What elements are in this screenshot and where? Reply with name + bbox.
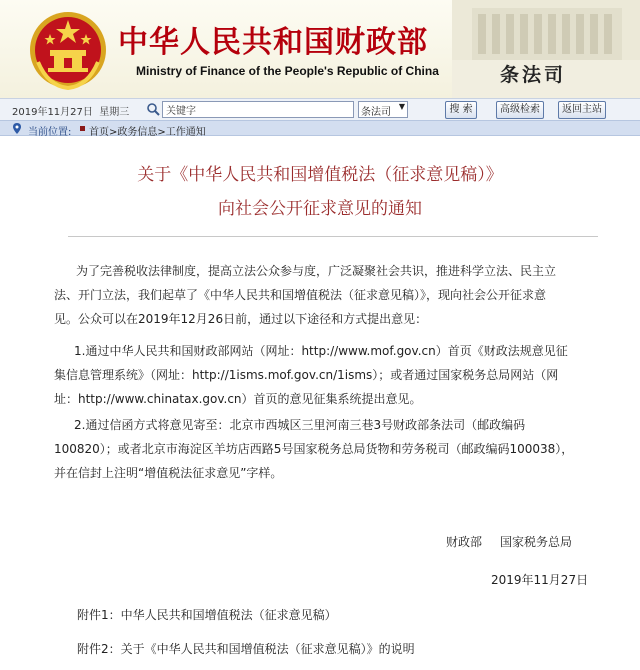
breadcrumb-section-link[interactable]: 政务信息 [117,127,158,138]
advanced-search-button[interactable]: 高级检索 [496,101,544,119]
site-title-en: Ministry of Finance of the People's Republic of China [136,64,439,78]
attachment-1 [77,606,337,623]
breadcrumb-path [89,123,206,138]
search-input[interactable] [162,101,354,118]
breadcrumb-bullet [80,126,85,131]
paragraph-line: 2.通过信函方式将意见寄至：北京市西城区三里河南三巷3号财政部条法司（邮政编码 [74,418,526,432]
department-name: 条法司 [500,64,567,86]
breadcrumb-sep: > [157,127,166,138]
paragraph-method-mail [54,413,604,485]
location-pin-icon [12,123,22,134]
paragraph-line: 法、开门立法，我们起草了《中华人民共和国增值税法（征求意见稿）》，现向社会公开征求意 [54,288,547,302]
back-to-main-site-button[interactable]: 返回主站 [558,101,606,119]
national-emblem-icon [28,10,108,92]
site-title-cn: 中华人民共和国财政部 [118,25,428,60]
attachment-2-link[interactable]: 附件2：关于《中华人民共和国增值税法（征求意见稿）》的说明 [77,642,415,656]
paragraph-line: 1.通过中华人民共和国财政部网站（网址：http://www.mof.gov.cn）首页《财政法规意见征 [74,344,568,358]
breadcrumb-sep: > [109,127,118,138]
search-scope-select[interactable] [358,101,408,118]
paragraph-intro [54,259,604,331]
article-title-line2: 向社会公开征求意见的通知 [218,199,422,219]
breadcrumb [0,120,640,136]
top-toolbar [0,98,640,120]
signature-date: 2019年11月27日 [491,573,589,587]
weekday-value: 星期三 [99,107,130,118]
title-divider [68,236,598,237]
current-date [12,103,129,118]
search-button[interactable]: 搜 索 [445,101,477,119]
paragraph-line: 集信息管理系统》（网址：http://1isms.mof.gov.cn/1isms）；或者通过国家税务总局网站（网 [54,368,559,382]
site-banner [0,0,640,98]
paragraph-line: 见。公众可以在2019年12月26日前，通过以下途径和方式提出意见： [54,312,428,326]
search-icon [146,102,161,117]
article-title-line1: 关于《中华人民共和国增值税法（征求意见稿）》 [137,165,503,185]
paragraph-line: 100820）；或者北京市海淀区羊坊店西路5号国家税务总局货物和劳务税司（邮政编码100038）， [54,442,574,456]
date-value: 2019年11月27日 [12,107,93,118]
breadcrumb-home-link[interactable]: 首页 [89,127,109,138]
attachment-2 [77,640,415,657]
chevron-down-icon: ▼ [398,102,405,111]
paragraph-line: 址：http://www.chinatax.gov.cn）首页的意见征集系统提出意见。 [54,392,422,406]
search-scope-value: 条法司 [361,107,391,118]
breadcrumb-label: 当前位置: [28,127,72,138]
breadcrumb-page-link[interactable]: 工作通知 [165,127,206,138]
paragraph-line: 为了完善税收法律制度，提高立法公众参与度，广泛凝聚社会共识，推进科学立法、民主立 [76,264,557,278]
signatory-mof: 财政部 [446,535,483,549]
attachment-1-link[interactable]: 附件1：中华人民共和国增值税法（征求意见稿） [77,608,337,622]
paragraph-method-web [54,339,604,411]
signatory-sta: 国家税务总局 [500,535,573,549]
paragraph-line: 并在信封上注明“增值税法征求意见”字样。 [54,466,283,480]
